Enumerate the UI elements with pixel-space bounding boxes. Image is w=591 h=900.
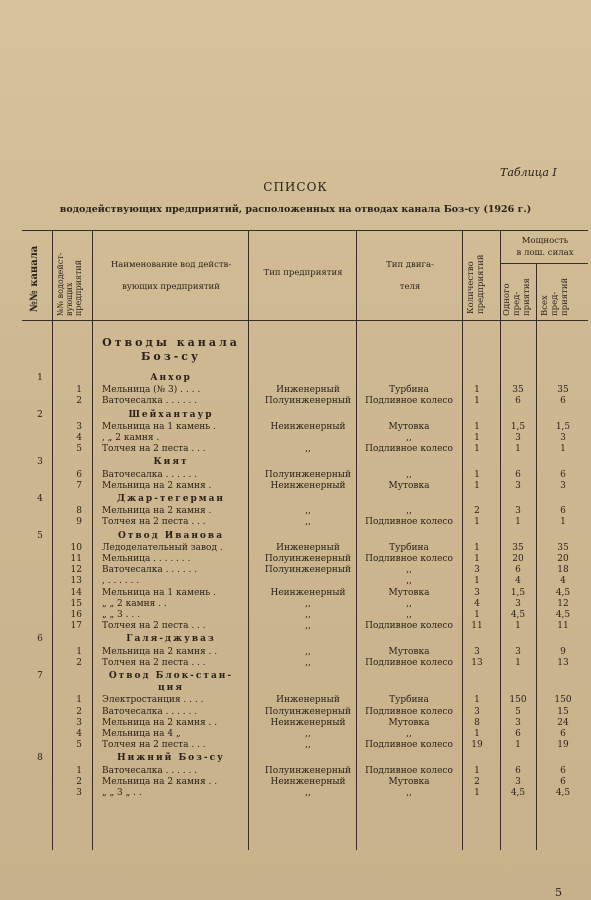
power-all: 6	[560, 396, 566, 407]
table-row	[0, 505, 591, 517]
enterprise-name: Мельница на 2 камня . .	[102, 776, 218, 787]
canal-number: 6	[37, 634, 43, 645]
engine-type: ,,	[406, 469, 412, 480]
power-one: 1,5	[510, 587, 526, 598]
enterprise-count: 3	[474, 646, 480, 657]
enterprise-name: Толчея на 2 песта . . .	[102, 740, 206, 751]
canal-number: 2	[37, 409, 43, 420]
table-row	[0, 657, 591, 669]
engine-type: Турбина	[389, 695, 429, 706]
power-all: 6	[560, 776, 566, 787]
group-title-continued: ция	[158, 683, 184, 694]
header-one-1: Одного	[502, 283, 512, 316]
table-top-rule	[22, 230, 588, 231]
group-title: Шейхантаур	[128, 409, 214, 420]
enterprise-type: Неинженерный	[270, 717, 346, 728]
power-one: 3	[515, 480, 521, 491]
group-row	[0, 670, 591, 682]
enterprise-number: 12	[70, 565, 82, 576]
engine-type: Мутовка	[388, 587, 430, 598]
enterprise-number: 2	[76, 776, 82, 787]
power-all: 20	[557, 554, 569, 564]
enterprise-count: 1	[474, 729, 480, 739]
enterprise-number: 14	[70, 587, 82, 598]
enterprise-count: 11	[471, 621, 483, 632]
group-row	[0, 456, 591, 468]
enterprise-number: 9	[76, 517, 82, 528]
power-one: 20	[512, 554, 524, 564]
power-all: 9	[560, 646, 566, 657]
header-power: Мощность	[521, 236, 569, 246]
engine-type: Мутовка	[388, 717, 430, 728]
enterprise-count: 3	[474, 587, 480, 598]
enterprise-name: Мельница на 4 „	[102, 729, 181, 739]
engine-type: ,,	[406, 565, 412, 576]
group-row	[0, 372, 591, 384]
canal-number: 8	[37, 753, 43, 764]
power-one: 35	[512, 542, 524, 553]
table-row	[0, 609, 591, 621]
table-row	[0, 765, 591, 777]
enterprise-type: Полуинженерный	[264, 396, 352, 407]
power-all: 3	[560, 480, 566, 491]
enterprise-type: ,,	[305, 621, 311, 632]
power-one: 3	[515, 506, 521, 517]
header-power-unit: в лош. силах	[516, 248, 574, 258]
enterprise-count: 1	[474, 542, 480, 553]
group-title: Анхор	[150, 373, 192, 383]
enterprise-count: 1	[474, 554, 480, 564]
page-subtitle: вододействующих предприятий, расположенных на отводах канала Боз-су (1926 г.)	[59, 204, 532, 215]
power-one: 6	[515, 565, 521, 576]
power-all: 18	[557, 565, 569, 576]
engine-type: ,,	[406, 610, 412, 620]
enterprise-name: , „ 2 камня .	[102, 433, 160, 443]
power-one: 3	[515, 598, 521, 609]
group-row	[0, 633, 591, 645]
enterprise-name: Мельница (№ 3) . . . .	[102, 385, 201, 396]
power-all: 1,5	[555, 421, 571, 432]
page-number: 5	[555, 886, 562, 899]
enterprise-number: 11	[70, 554, 82, 564]
canal-number: 1	[37, 373, 43, 383]
enterprise-count: 3	[474, 706, 480, 717]
enterprise-name: Мельница . . . . . . .	[102, 554, 191, 564]
enterprise-count: 3	[474, 565, 480, 576]
power-one: 1	[515, 657, 521, 668]
power-one: 3	[515, 717, 521, 728]
table-row	[0, 694, 591, 706]
engine-type: Подливное колесо	[365, 517, 453, 528]
enterprise-count: 2	[474, 776, 480, 787]
enterprise-count: 4	[474, 598, 480, 609]
enterprise-name: Мельница на 1 камень .	[102, 421, 216, 432]
enterprise-count: 1	[474, 469, 480, 480]
table-row	[0, 739, 591, 751]
engine-type: ,,	[406, 576, 412, 587]
table-row	[0, 542, 591, 554]
enterprise-name: Мельница на 2 камня . .	[102, 646, 218, 657]
enterprise-name: Толчея на 2 песта . . .	[102, 657, 206, 668]
enterprise-type: Полуинженерный	[264, 706, 352, 717]
enterprise-type: ,,	[305, 506, 311, 517]
power-one: 6	[515, 469, 521, 480]
power-all: 19	[557, 740, 569, 751]
enterprise-type: ,,	[305, 646, 311, 657]
enterprise-type: ,,	[305, 788, 311, 798]
engine-type: Подливное колесо	[365, 621, 453, 632]
enterprise-number: 1	[76, 385, 82, 396]
header-num: №№ вододейст-вующих предприятий	[56, 252, 83, 316]
enterprise-count: 1	[474, 517, 480, 528]
table-row	[0, 432, 591, 444]
enterprise-number: 3	[76, 421, 82, 432]
enterprise-count: 8	[474, 717, 480, 728]
enterprise-type: ,,	[305, 444, 311, 455]
engine-type: Мутовка	[388, 776, 430, 787]
power-all: 11	[557, 621, 569, 632]
table-row	[0, 776, 591, 788]
enterprise-count: 1	[474, 385, 480, 396]
enterprise-type: Полуинженерный	[264, 765, 352, 776]
enterprise-count: 1	[474, 788, 480, 798]
header-engine-1: Тип двига-	[386, 260, 434, 270]
power-all: 150	[554, 695, 572, 706]
enterprise-name: Толчея на 2 песта . . .	[102, 621, 206, 632]
header-count: Количество предприятий	[466, 254, 486, 314]
table-row	[0, 480, 591, 492]
power-all: 1	[560, 444, 566, 455]
group-title: Нижний Боз-су	[117, 753, 225, 764]
header-one-2: пред-	[512, 291, 522, 316]
table-row	[0, 553, 591, 565]
engine-type: Турбина	[389, 385, 429, 396]
engine-type: ,,	[406, 788, 412, 798]
enterprise-type: Неинженерный	[270, 421, 346, 432]
power-one: 1	[515, 517, 521, 528]
table-row	[0, 443, 591, 455]
header-type: Тип предприятия	[263, 268, 343, 278]
enterprise-number: 2	[76, 396, 82, 407]
header-one-3: приятия	[522, 278, 532, 316]
enterprise-name: „ „ 3 . . .	[102, 610, 140, 620]
power-all: 15	[557, 706, 569, 717]
enterprise-type: Полуинженерный	[264, 565, 352, 576]
enterprise-type: Инженерный	[276, 542, 340, 553]
enterprise-number: 13	[70, 576, 82, 587]
engine-type: Подливное колесо	[365, 765, 453, 776]
table-row	[0, 598, 591, 610]
enterprise-number: 3	[76, 717, 82, 728]
enterprise-count: 1	[474, 765, 480, 776]
table-row	[0, 706, 591, 718]
enterprise-count: 1	[474, 421, 480, 432]
power-one: 4	[515, 576, 521, 587]
enterprise-number: 1	[76, 646, 82, 657]
engine-type: ,,	[406, 433, 412, 443]
enterprise-type: Полуинженерный	[264, 469, 352, 480]
power-one: 150	[509, 695, 527, 706]
enterprise-name: Мельница на 1 камень .	[102, 587, 216, 598]
header-bottom-rule	[22, 320, 588, 321]
enterprise-type: ,,	[305, 729, 311, 739]
power-all: 1	[560, 517, 566, 528]
enterprise-name: Электростанция . . . .	[102, 695, 204, 706]
enterprise-number: 15	[70, 598, 82, 609]
group-title: Кият	[153, 457, 189, 468]
enterprise-number: 1	[76, 765, 82, 776]
table-row	[0, 717, 591, 729]
group-title: Отвод Блок-стан-	[108, 671, 234, 681]
enterprise-name: Ваточесалка . . . . . .	[102, 469, 198, 480]
enterprise-count: 1	[474, 433, 480, 443]
engine-type: Подливное колесо	[365, 706, 453, 717]
table-row	[0, 575, 591, 587]
engine-type: ,,	[406, 506, 412, 517]
group-row	[0, 409, 591, 421]
enterprise-number: 2	[76, 706, 82, 717]
table-row	[0, 384, 591, 396]
group-title: Отвод Иванова	[117, 530, 225, 541]
enterprise-count: 1	[474, 576, 480, 587]
canal-number: 7	[37, 671, 43, 681]
enterprise-number: 4	[76, 433, 82, 443]
header-all-1: Всех	[540, 295, 550, 316]
enterprise-name: Толчея на 2 песта . . .	[102, 444, 206, 455]
power-all: 4,5	[555, 610, 571, 620]
enterprise-name: , . . . . . .	[102, 576, 140, 587]
power-all: 12	[557, 598, 569, 609]
enterprise-number: 5	[76, 740, 82, 751]
enterprise-name: Мельница на 2 камня .	[102, 506, 212, 517]
enterprise-number: 7	[76, 480, 82, 491]
power-one: 4,5	[510, 788, 526, 798]
power-all: 6	[560, 729, 566, 739]
enterprise-name: „ „ 3 „ . .	[102, 788, 142, 798]
group-row	[0, 530, 591, 542]
table-row	[0, 620, 591, 632]
engine-type: ,,	[406, 598, 412, 609]
header-all-3: приятий	[560, 277, 570, 316]
power-one: 35	[512, 385, 524, 396]
enterprise-type: Неинженерный	[270, 776, 346, 787]
enterprise-type: ,,	[305, 740, 311, 751]
table-row	[0, 421, 591, 433]
page-title: СПИСОК	[263, 180, 328, 194]
enterprise-count: 1	[474, 396, 480, 407]
power-all: 24	[557, 717, 569, 728]
engine-type: ,,	[406, 729, 412, 739]
enterprise-count: 1	[474, 480, 480, 491]
group-row	[0, 752, 591, 764]
power-all: 6	[560, 765, 566, 776]
power-all: 3	[560, 433, 566, 443]
enterprise-number: 5	[76, 444, 82, 455]
engine-type: Подливное колесо	[365, 554, 453, 564]
enterprise-name: „ „ 2 камня . .	[102, 598, 167, 609]
power-one: 4,5	[510, 610, 526, 620]
power-one: 5	[515, 706, 521, 717]
power-one: 6	[515, 729, 521, 739]
enterprise-number: 2	[76, 657, 82, 668]
engine-type: Турбина	[389, 542, 429, 553]
header-engine-2: теля	[399, 282, 421, 292]
power-one: 6	[515, 765, 521, 776]
power-one: 1	[515, 444, 521, 455]
enterprise-type: Неинженерный	[270, 587, 346, 598]
table-row	[0, 564, 591, 576]
table-row	[0, 469, 591, 481]
group-title: Галя-джуваз	[126, 634, 216, 645]
power-one: 1	[515, 621, 521, 632]
enterprise-type: Инженерный	[276, 695, 340, 706]
table-row	[0, 395, 591, 407]
power-one: 3	[515, 776, 521, 787]
engine-type: Подливное колесо	[365, 396, 453, 407]
canal-number: 5	[37, 530, 43, 541]
table-row	[0, 787, 591, 799]
power-header-rule	[500, 263, 588, 264]
enterprise-type: ,,	[305, 598, 311, 609]
enterprise-name: Мельница на 2 камня .	[102, 480, 212, 491]
engine-type: Подливное колесо	[365, 444, 453, 455]
enterprise-count: 2	[474, 506, 480, 517]
power-all: 4,5	[555, 788, 571, 798]
enterprise-name: Ваточесалка . . . . . .	[102, 396, 198, 407]
power-all: 13	[557, 657, 569, 668]
enterprise-count: 1	[474, 610, 480, 620]
power-all: 4,5	[555, 587, 571, 598]
power-all: 6	[560, 506, 566, 517]
enterprise-type: ,,	[305, 657, 311, 668]
enterprise-type: ,,	[305, 610, 311, 620]
enterprise-count: 13	[471, 657, 483, 668]
power-one: 1,5	[510, 421, 526, 432]
enterprise-count: 19	[471, 740, 483, 751]
power-one: 6	[515, 396, 521, 407]
enterprise-number: 1	[76, 695, 82, 706]
table-label: Таблица I	[500, 166, 557, 179]
enterprise-type: Инженерный	[276, 385, 340, 396]
group-row-continued	[0, 682, 591, 694]
header-canal: №№ канала	[29, 245, 40, 312]
engine-type: Мутовка	[388, 421, 430, 432]
power-all: 4	[560, 576, 566, 587]
power-all: 6	[560, 469, 566, 480]
group-title: Джар-тегерман	[116, 494, 226, 504]
engine-type: Подливное колесо	[365, 657, 453, 668]
enterprise-number: 6	[76, 469, 82, 480]
table-row	[0, 646, 591, 658]
header-all-2: пред-	[550, 291, 560, 316]
enterprise-count: 1	[474, 695, 480, 706]
enterprise-type: ,,	[305, 517, 311, 528]
group-row	[0, 493, 591, 505]
enterprise-number: 16	[70, 610, 82, 620]
section-title-1: Отводы канала	[102, 336, 240, 349]
power-one: 1	[515, 740, 521, 751]
engine-type: Мутовка	[388, 646, 430, 657]
canal-number: 3	[37, 457, 43, 468]
enterprise-name: Мельница на 2 камня . .	[102, 717, 218, 728]
enterprise-number: 17	[70, 621, 82, 632]
enterprise-number: 4	[76, 729, 82, 739]
enterprise-number: 10	[70, 542, 82, 553]
header-name-2: вующих предприятий	[122, 282, 220, 292]
engine-type: Подливное колесо	[365, 740, 453, 751]
engine-type: Мутовка	[388, 480, 430, 491]
table-row	[0, 587, 591, 599]
enterprise-name: Ледоделательный завод .	[102, 542, 223, 553]
enterprise-type: Полуинженерный	[264, 554, 352, 564]
power-one: 3	[515, 433, 521, 443]
enterprise-name: Ваточесалка . . . . . .	[102, 565, 198, 576]
enterprise-name: Ваточесалка . . . . . .	[102, 765, 198, 776]
table-row	[0, 516, 591, 528]
power-one: 3	[515, 646, 521, 657]
enterprise-name: Ваточесалка . . . . . .	[102, 706, 198, 717]
enterprise-number: 3	[76, 788, 82, 798]
power-all: 35	[557, 385, 569, 396]
table-row	[0, 728, 591, 740]
enterprise-name: Толчея на 2 песта . . .	[102, 517, 206, 528]
section-title-2: Боз-су	[140, 350, 202, 363]
enterprise-type: Неинженерный	[270, 480, 346, 491]
enterprise-count: 1	[474, 444, 480, 455]
enterprise-number: 8	[76, 506, 82, 517]
header-name-1: Наименование вод действ-	[110, 260, 232, 270]
power-all: 35	[557, 542, 569, 553]
canal-number: 4	[37, 494, 43, 504]
